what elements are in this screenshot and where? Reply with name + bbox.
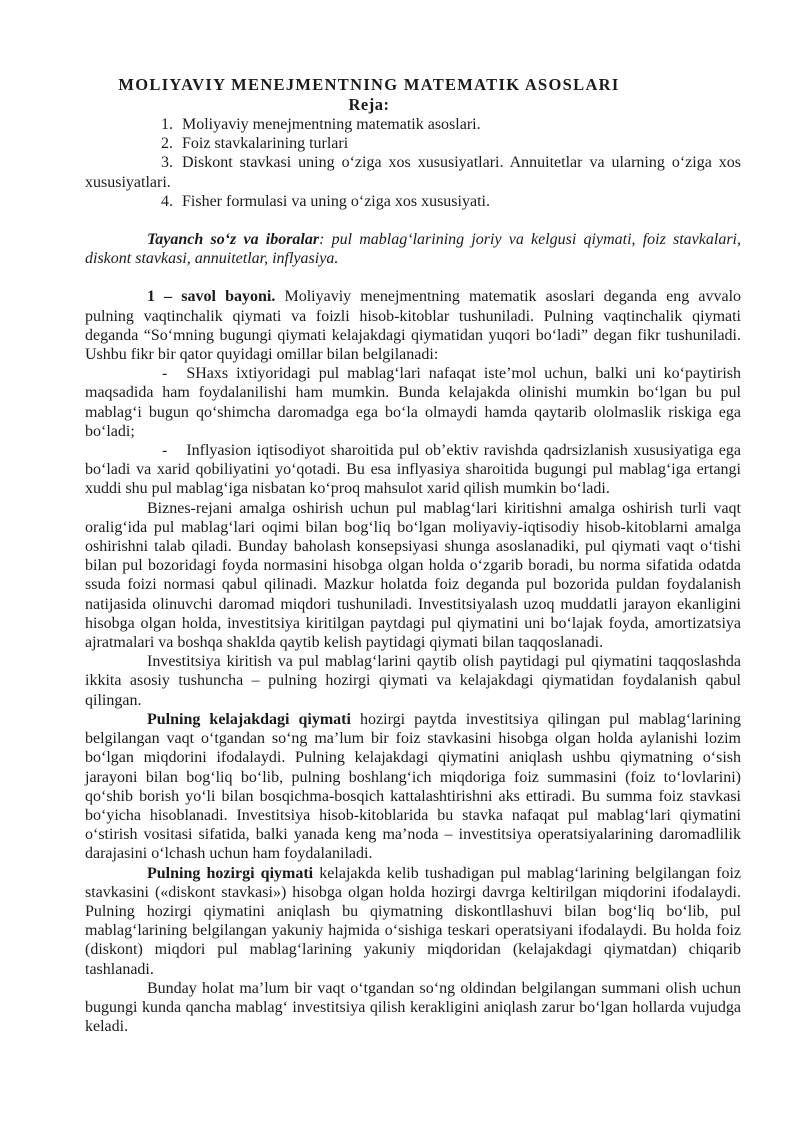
plan-item: [85, 115, 741, 134]
paragraph-text: SHaxs ixtiyoridagi pul mablag‘lari nafaqat iste’mol uchun, balki uni ko‘paytirish maqsadida ham foydalanilishi ham mumkin. Bunda kelajakda olinishi mumkin bo‘lgan bu pul mablag‘i bugun qo‘shimcha daromadga ega bo‘la olmaydi hamda qaytarib ololmaslik riskiga ega bo‘ladi;: [85, 365, 741, 440]
plan-item-text: Foiz stavkalarining turlari: [182, 135, 349, 153]
paragraph-text: hozirgi paytda investitsiya qilingan pul mablag‘larining belgilangan vaqt o‘tgandan so‘ng ma’lum bir foiz stavkasini hisobga olgan holda aylanishi lozim bo‘lgan miqdorini ifodalaydi. Pulning kelajakdagi qiymatini aniqlash ushbu qiymatning o‘sish jarayoni bilan bog‘liq bo‘lib, pulning boshlang‘ich miqdoriga foiz summasini (foiz to‘lovlarini) qo‘shib borish yo‘li bilan bosqichma-bosqich kattalashtirishni aks ettiradi. Bu summa foiz stavkasi bo‘yicha hisoblanadi. Investitsiya hisob-kitoblarida bu stavka nafaqat pul mablag‘lari qiymatini o‘stirish vositasi sifatida, balki yanada keng ma’noda – investitsiya operatsiyalarining daromadlilik darajasini o‘lchash uchun ham foydalaniladi.: [85, 710, 741, 863]
paragraph-lead: Pulning hozirgi qiymati: [147, 864, 314, 882]
keywords-lead: Tayanch so‘z va iboralar: [147, 231, 320, 249]
blank-line: [85, 268, 741, 287]
paragraph-text: Biznes-rejani amalga oshirish uchun pul mablag‘lari kiritishni amalga oshirish turli vaqt oralig‘ida pul mablag‘lari oqimi bilan bog‘liq bo‘lgan moliyaviy-iqtisodiy hisob-kitoblarni amalga oshirishni talab qiladi. Bunday baholash konsepsiyasi shunga asoslanadiki, pul qiymati vaqt o‘tishi bilan pul bozoridagi foyda normasini hisobga olgan holda o‘zgarib boradi, bu norma sifatida odatda ssuda foizi normasi qabul qilinadi. Mazkur holatda foiz deganda pul bozorida puldan foydalanish natijasida olinuvchi daromad miqdori tushuniladi. Investitsiyalash uzoq muddatli jarayon ekanligini hisobga olgan holda, investitsiya kiritilgan paytdagi pul qiymatini uni bo‘lajak foyda, amortizatsiya ajratmalari va boshqa shaklda qaytib kelish paytidagi qiymati bilan taqqoslanadi.: [85, 499, 741, 652]
body-paragraph: [85, 864, 741, 979]
body-paragraph: [85, 979, 741, 1037]
plan-item-text: Moliyaviy menejmentning matematik asoslari.: [182, 116, 481, 133]
plan-heading: Reja:: [348, 95, 390, 114]
plan-item-number: 3.: [161, 154, 173, 172]
plan-list: [85, 115, 741, 211]
plan-item: [85, 134, 741, 153]
paragraph-text: Bunday holat ma’lum bir vaqt o‘tgandan so‘ng oldindan belgilangan summani olish uchun bugungi kunda qancha mablag‘ investitsiya qilish kerakligini aniqlash zarur bo‘lgan hollarda vujudga keladi.: [85, 979, 741, 1036]
keywords-paragraph: [85, 230, 741, 268]
body-paragraph: [85, 710, 741, 864]
paragraph-lead: 1 – savol bayoni.: [147, 288, 276, 306]
body-paragraph: [85, 287, 741, 364]
plan-item: [85, 153, 741, 191]
plan-item-number: 1.: [161, 116, 173, 133]
plan-item-text: Diskont stavkasi uning o‘ziga xos xususiyatlari. Annuitetlar va ularning o‘ziga xos xususiyatlari.: [85, 154, 741, 191]
body-paragraph: [85, 364, 741, 441]
dash-bullet: -: [162, 442, 168, 460]
paragraph-text: Investitsiya kiritish va pul mablag‘larini qaytib olish paytidagi pul qiymatini taqqoslashda ikkita asosiy tushuncha – pulning hozirgi qiymati va kelajakdagi qiymatidan foydalanish qabul qilingan.: [85, 653, 741, 709]
dash-bullet: -: [162, 365, 168, 383]
plan-item-text: Fisher formulasi va uning o‘ziga xos xususiyati.: [182, 192, 490, 210]
plan-item: [85, 192, 741, 211]
plan-item-number: 2.: [161, 135, 173, 153]
paragraph-lead: Pulning kelajakdagi qiymati: [147, 710, 351, 728]
blank-line: [85, 211, 741, 230]
paragraph-text: Moliyaviy menejmentning matematik asoslari deganda eng avvalo pulning vaqtinchalik qiymati va foizli hisob-kitoblar tushuniladi. Pulning vaqtinchalik qiymati deganda “So‘mning bugungi qiymati kelajakdagi qiymatidan yuqori bo‘ladi” degan fikr tushuniladi. Ushbu fikr bir qator quyidagi omillar bilan belgilanadi:: [85, 288, 742, 364]
paragraph-text: kelajakda kelib tushadigan pul mablag‘larining belgilangan foiz stavkasini («diskont stavkasi») hisobga olgan holda hozirgi davrga keltirilgan miqdorini ifodalaydi. Pulning hozirgi qiymatini aniqlash bu qiymatning diskontllashuvi bilan bog‘liq bo‘lib, pul mablag‘larining belgilangan yakuniy hajmida o‘sishiga teskari operatsiyani ifodalaydi. Bu holda foiz (diskont) miqdori pul mablag‘larining yakuniy miqdoridan (kelajakdagi qiymatdan) chiqarib tashlanadi.: [85, 864, 742, 978]
paragraph-text: Inflyasion iqtisodiyot sharoitida pul ob’ektiv ravishda qadrsizlanish xususiyatiga ega bo‘ladi va xarid qobiliyatini yo‘qotadi. Bu esa inflyasiya sharoitida bugungi pul mablag‘iga ertangi xuddi shu pul mablag‘iga nisbatan ko‘proq mahsulot xarid qilish mumkin bo‘ladi.: [85, 442, 741, 498]
body-paragraph: [85, 499, 741, 653]
page-title: MOLIYAVIY MENEJMENTNING MATEMATIK ASOSLARI: [118, 75, 620, 94]
body-paragraph: [85, 652, 741, 710]
keywords-text: : pul mablag‘larining joriy va kelgusi qiymati, foiz stavkalari, diskont stavkasi, annuitetlar, inflyasiya.: [85, 231, 741, 268]
body-paragraph: [85, 441, 741, 499]
plan-item-number: 4.: [161, 192, 173, 210]
body-paragraphs: [85, 287, 741, 1036]
